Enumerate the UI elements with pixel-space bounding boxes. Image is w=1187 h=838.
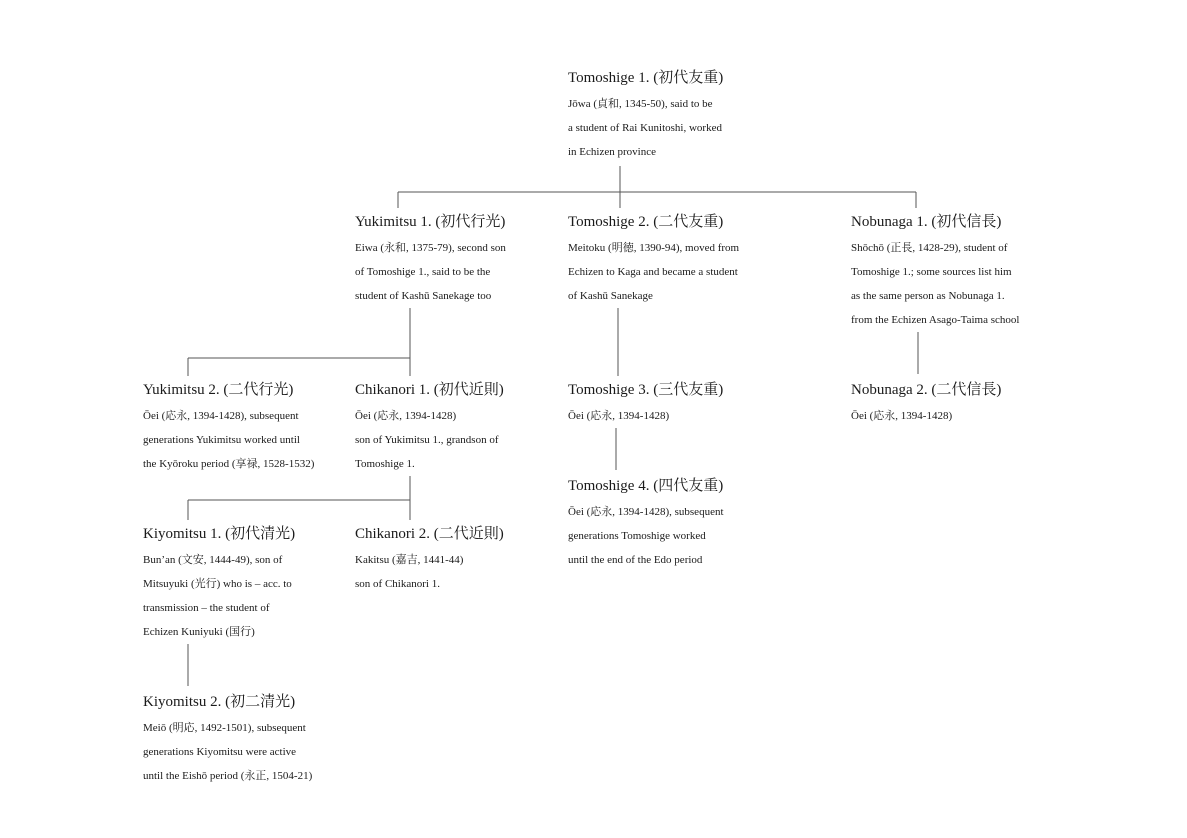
node-desc-line: a student of Rai Kunitoshi, worked bbox=[568, 122, 722, 134]
node-description bbox=[355, 548, 504, 596]
node-description bbox=[143, 404, 314, 476]
node-title: Tomoshige 3. (三代友重) bbox=[568, 382, 724, 398]
node-desc-line: Jōwa (貞和, 1345-50), said to be bbox=[568, 98, 713, 110]
node-description bbox=[568, 92, 723, 164]
node-desc-line: Eiwa (永和, 1375-79), second son bbox=[355, 242, 506, 254]
node-description bbox=[851, 404, 1001, 428]
node-description bbox=[568, 404, 723, 428]
node-desc-line: generations Tomoshige worked bbox=[568, 530, 706, 542]
node-chikanori-2 bbox=[355, 524, 504, 596]
node-desc-line: Bun’an (文安, 1444-49), son of bbox=[143, 554, 283, 566]
node-desc-line: Echizen to Kaga and became a student bbox=[568, 266, 738, 278]
node-kiyomitsu-1 bbox=[143, 524, 295, 644]
node-description bbox=[143, 548, 295, 644]
node-title: Yukimitsu 2. (二代行光) bbox=[143, 382, 294, 398]
node-description bbox=[143, 716, 312, 788]
node-title: Nobunaga 1. (初代信長) bbox=[851, 214, 1002, 230]
node-title: Nobunaga 2. (二代信長) bbox=[851, 382, 1002, 398]
node-title: Yukimitsu 1. (初代行光) bbox=[355, 214, 506, 230]
node-desc-line: son of Chikanori 1. bbox=[355, 578, 440, 590]
node-tomoshige-1 bbox=[568, 68, 723, 164]
node-title: Kiyomitsu 2. (初二清光) bbox=[143, 694, 296, 710]
node-desc-line: of Kashū Sanekage bbox=[568, 290, 653, 302]
node-title: Tomoshige 4. (四代友重) bbox=[568, 478, 724, 494]
node-description bbox=[355, 404, 504, 476]
node-desc-line: Ōei (応永, 1394-1428), subsequent bbox=[143, 410, 299, 422]
node-title: Tomoshige 2. (二代友重) bbox=[568, 214, 724, 230]
node-description bbox=[355, 236, 506, 308]
node-desc-line: student of Kashū Sanekage too bbox=[355, 290, 492, 302]
node-yukimitsu-2 bbox=[143, 380, 314, 476]
node-nobunaga-1 bbox=[851, 212, 1019, 332]
node-desc-line: generations Yukimitsu worked until bbox=[143, 434, 300, 446]
node-desc-line: as the same person as Nobunaga 1. bbox=[851, 290, 1005, 302]
node-desc-line: Echizen Kuniyuki (国行) bbox=[143, 626, 255, 638]
node-tomoshige-3 bbox=[568, 380, 723, 428]
node-tomoshige-2 bbox=[568, 212, 739, 308]
node-desc-line: Meitoku (明徳, 1390-94), moved from bbox=[568, 242, 740, 254]
node-title: Tomoshige 1. (初代友重) bbox=[568, 70, 724, 86]
node-desc-line: generations Kiyomitsu were active bbox=[143, 746, 297, 758]
node-desc-line: son of Yukimitsu 1., grandson of bbox=[355, 434, 499, 446]
node-desc-line: Mitsuyuki (光行) who is – acc. to bbox=[143, 578, 292, 590]
node-desc-line: Tomoshige 1. bbox=[355, 458, 415, 470]
node-yukimitsu-1 bbox=[355, 212, 506, 308]
node-chikanori-1 bbox=[355, 380, 504, 476]
node-desc-line: of Tomoshige 1., said to be the bbox=[355, 266, 491, 278]
node-desc-line: Tomoshige 1.; some sources list him bbox=[851, 266, 1012, 278]
node-desc-line: Ōei (応永, 1394-1428) bbox=[568, 410, 670, 422]
node-description bbox=[568, 500, 724, 572]
node-desc-line: Kakitsu (嘉吉, 1441-44) bbox=[355, 554, 464, 566]
node-tomoshige-4 bbox=[568, 476, 724, 572]
node-title: Kiyomitsu 1. (初代清光) bbox=[143, 526, 296, 542]
node-desc-line: Shōchō (正長, 1428-29), student of bbox=[851, 242, 1008, 254]
node-desc-line: Ōei (応永, 1394-1428), subsequent bbox=[568, 506, 724, 518]
node-nobunaga-2 bbox=[851, 380, 1001, 428]
node-desc-line: the Kyōroku period (享禄, 1528-1532) bbox=[143, 458, 315, 470]
node-desc-line: Ōei (応永, 1394-1428) bbox=[851, 410, 953, 422]
node-desc-line: from the Echizen Asago-Taima school bbox=[851, 314, 1020, 326]
node-desc-line: until the Eishō period (永正, 1504-21) bbox=[143, 770, 313, 782]
node-desc-line: Meiō (明応, 1492-1501), subsequent bbox=[143, 722, 306, 734]
node-title: Chikanori 2. (二代近則) bbox=[355, 526, 504, 542]
node-description bbox=[568, 236, 739, 308]
node-title: Chikanori 1. (初代近則) bbox=[355, 382, 504, 398]
node-desc-line: in Echizen province bbox=[568, 146, 656, 158]
node-description bbox=[851, 236, 1019, 332]
node-desc-line: Ōei (応永, 1394-1428) bbox=[355, 410, 457, 422]
node-desc-line: transmission – the student of bbox=[143, 602, 270, 614]
node-desc-line: until the end of the Edo period bbox=[568, 554, 703, 566]
node-kiyomitsu-2 bbox=[143, 692, 312, 788]
